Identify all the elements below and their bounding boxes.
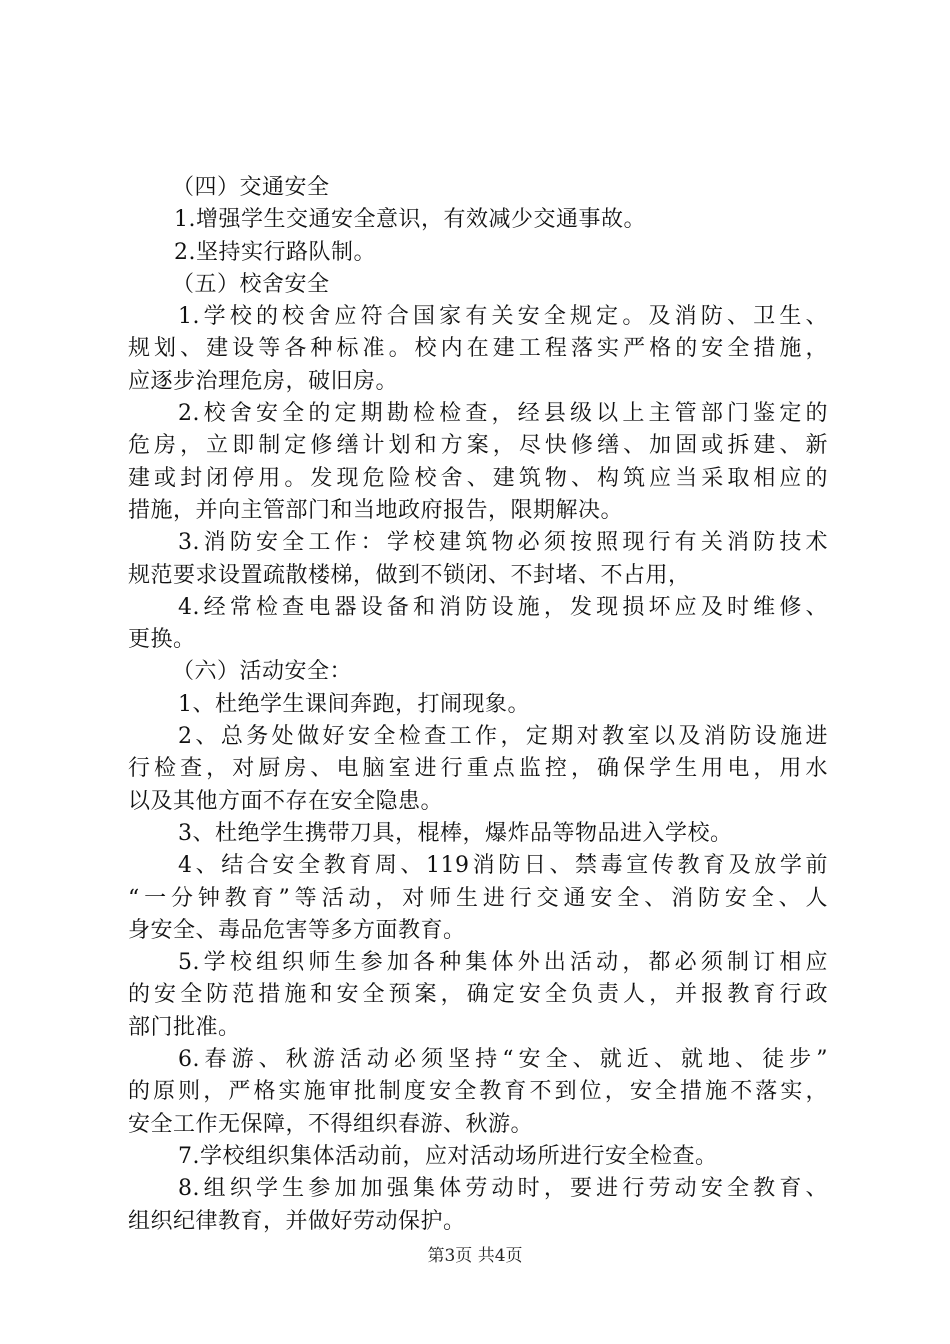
paragraph-line: 2.校舍安全的定期勘检检查，经县级以上主管部门鉴定的	[178, 401, 828, 427]
section-heading-activities: （六）活动安全：	[172, 659, 353, 685]
paragraph-line: 2、总务处做好安全检查工作，定期对教室以及消防设施进	[178, 724, 828, 750]
paragraph-line: 危房，立即制定修缮计划和方案，尽快修缮、加固或拆建、新	[128, 433, 828, 459]
paragraph-line: 4、结合安全教育周、119消防日、禁毒宣传教育及放学前	[178, 853, 828, 879]
paragraph-line: 4.经常检查电器设备和消防设施，发现损坏应及时维修、	[178, 594, 828, 620]
document-body	[128, 172, 828, 1238]
paragraph-line: 1、杜绝学生课间奔跑，打闹现象。	[178, 691, 530, 717]
paragraph-line: 以及其他方面不存在安全隐患。	[128, 788, 444, 814]
paragraph-line: 1.增强学生交通安全意识，有效减少交通事故。	[174, 207, 646, 233]
paragraph-line: 的原则，严格实施审批制度安全教育不到位，安全措施不落实，	[128, 1079, 828, 1105]
paragraph-line: 应逐步治理危房，破旧房。	[128, 368, 399, 394]
paragraph-line: 5.学校组织师生参加各种集体外出活动，都必须制订相应	[178, 950, 828, 976]
paragraph-line: 2.坚持实行路队制。	[174, 239, 376, 265]
section-heading-traffic: （四）交通安全	[172, 175, 330, 200]
section-heading-buildings: （五）校舍安全	[172, 271, 330, 297]
paragraph-line: 安全工作无保障，不得组织春游、秋游。	[128, 1111, 534, 1137]
paragraph-line: 身安全、毒品危害等多方面教育。	[128, 917, 466, 943]
paragraph-line: 部门批准。	[128, 1014, 241, 1040]
paragraph-line: 措施，并向主管部门和当地政府报告，限期解决。	[128, 497, 624, 523]
paragraph-line: 规划、建设等各种标准。校内在建工程落实严格的安全措施，	[128, 336, 828, 362]
paragraph-line: 8.组织学生参加加强集体劳动时，要进行劳动安全教育、	[178, 1176, 828, 1202]
paragraph-line: 组织纪律教育，并做好劳动保护。	[128, 1208, 466, 1234]
paragraph-line: 1.学校的校舍应符合国家有关安全规定。及消防、卫生、	[178, 304, 828, 330]
paragraph-line: 建或封闭停用。发现危险校舍、建筑物、构筑应当采取相应的	[128, 465, 828, 491]
paragraph-line: 7.学校组织集体活动前，应对活动场所进行安全检查。	[178, 1143, 718, 1169]
paragraph-line: 更换。	[128, 627, 196, 653]
paragraph-line: 6.春游、秋游活动必须坚持“安全、就近、就地、徒步”	[178, 1047, 828, 1073]
paragraph-line: 行检查，对厨房、电脑室进行重点监控，确保学生用电，用水	[128, 756, 828, 782]
paragraph-line: 3、杜绝学生携带刀具，棍棒，爆炸品等物品进入学校。	[178, 820, 733, 846]
page-number-footer: 第3页 共4页	[427, 1246, 523, 1266]
paragraph-line: 3.消防安全工作：学校建筑物必须按照现行有关消防技术	[178, 530, 828, 556]
paragraph-line: 的安全防范措施和安全预案，确定安全负责人，并报教育行政	[128, 982, 828, 1008]
paragraph-line: 规范要求设置疏散楼梯，做到不锁闭、不封堵、不占用，	[128, 562, 691, 588]
paragraph-line: “一分钟教育”等活动，对师生进行交通安全、消防安全、人	[128, 885, 828, 911]
